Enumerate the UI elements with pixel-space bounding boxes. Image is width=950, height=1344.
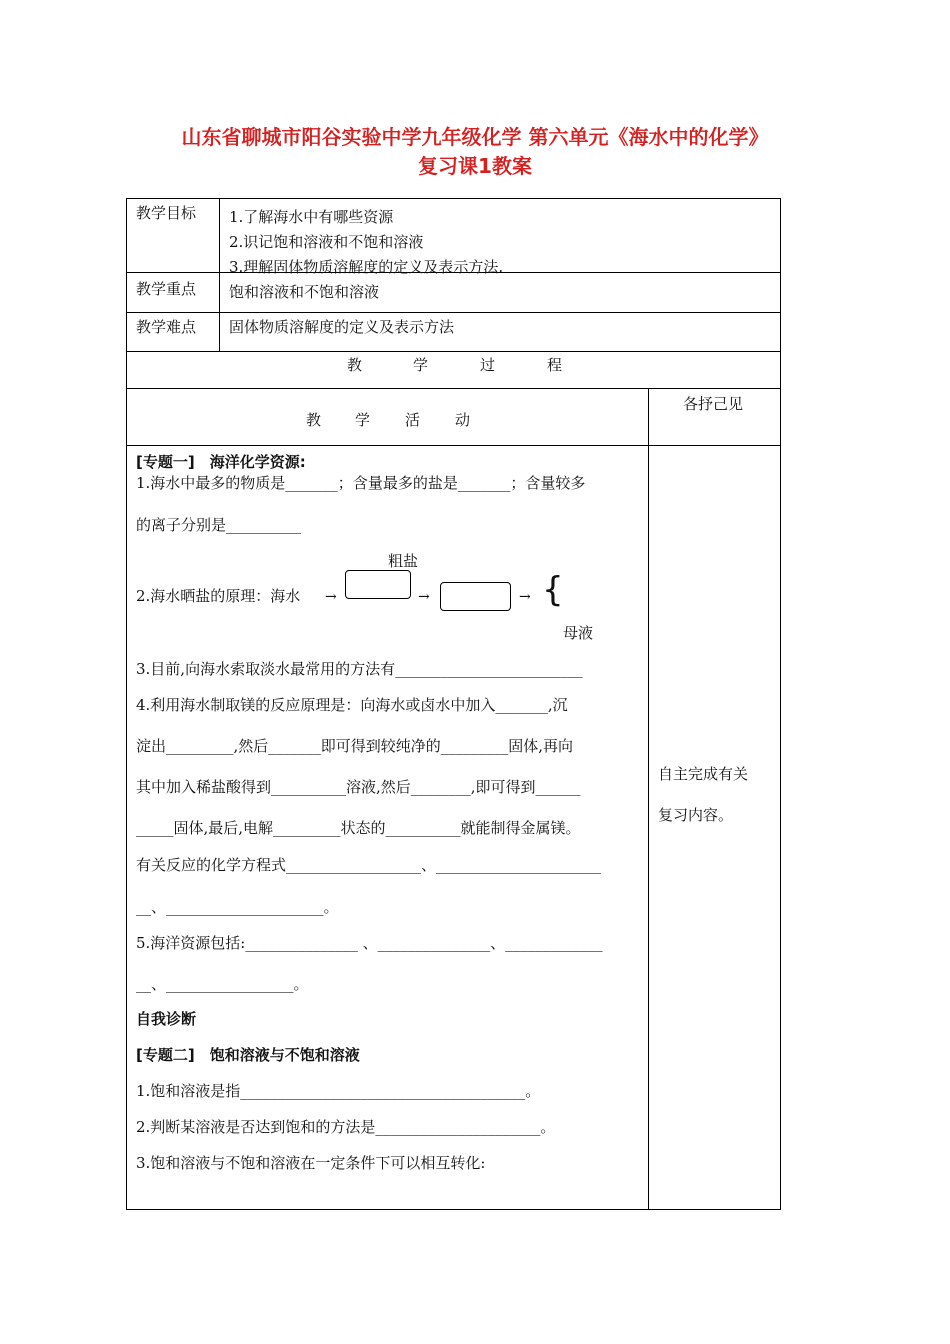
column-divider	[219, 198, 220, 351]
topic1-q4-cont: 有关反应的化学方程式__________________、______________________	[136, 856, 602, 874]
side-note-line: 复习内容。	[658, 806, 734, 824]
diagram-blank-box	[440, 582, 511, 611]
topic1-q4-cont: 其中加入稀盐酸得到__________溶液,然后________,即可得到______	[136, 778, 581, 796]
arrow-right-icon: →	[519, 589, 531, 605]
objective-item: 2.识记饱和溶液和不饱和溶液	[229, 233, 424, 251]
topic2-heading: [专题二] 饱和溶液与不饱和溶液	[136, 1046, 360, 1064]
activity-header-char: 动	[455, 411, 471, 429]
arrow-right-icon: →	[418, 589, 430, 605]
topic2-q3: 3.饱和溶液与不饱和溶液在一定条件下可以相互转化:	[136, 1154, 486, 1172]
activity-header-char: 学	[355, 411, 371, 429]
process-header-char: 学	[413, 356, 429, 374]
arrow-right-icon: →	[325, 589, 337, 605]
topic1-q2: 2.海水晒盐的原理：海水	[136, 587, 301, 605]
objectives-label: 教学目标	[136, 204, 197, 222]
key-point-text: 饱和溶液和不饱和溶液	[229, 283, 380, 301]
row-divider	[126, 312, 781, 313]
topic1-q5-cont: __、_________________。	[136, 975, 309, 993]
title-line-2: 复习课1教案	[418, 154, 532, 178]
difficulty-label: 教学难点	[136, 318, 197, 336]
process-header-char: 教	[347, 356, 363, 374]
diagram-blank-box	[345, 570, 411, 599]
objective-item: 3.理解固体物质溶解度的定义及表示方法.	[229, 258, 504, 276]
side-header: 各抒己见	[683, 395, 744, 413]
activity-header-char: 教	[306, 411, 322, 429]
process-header-char: 程	[547, 356, 563, 374]
difficulty-text: 固体物质溶解度的定义及表示方法	[229, 318, 455, 336]
topic1-q1-cont: 的离子分别是__________	[136, 516, 302, 534]
topic1-q5: 5.海洋资源包括:_______________ 、_______________、_____________	[136, 934, 603, 952]
objective-item: 1.了解海水中有哪些资源	[229, 208, 394, 226]
self-check-heading: 自我诊断	[136, 1010, 197, 1028]
topic2-q1: 1.饱和溶液是指______________________________________。	[136, 1082, 541, 1100]
diagram-label-mother-liquor: 母液	[563, 624, 594, 642]
topic1-heading: [专题一] 海洋化学资源:	[136, 453, 306, 471]
key-point-label: 教学重点	[136, 280, 197, 298]
title-line-1: 山东省聊城市阳谷实验中学九年级化学 第六单元《海水中的化学》	[181, 125, 769, 149]
topic1-q4-cont: 淀出_________,然后_______即可得到较纯净的_________固体,再向	[136, 737, 574, 755]
topic1-q4-cont: __、_____________________。	[136, 898, 339, 916]
side-note-line: 自主完成有关	[658, 765, 749, 783]
row-divider	[126, 388, 781, 389]
column-divider	[648, 388, 649, 1210]
diagram-label-crude-salt: 粗盐	[388, 552, 419, 570]
activity-header-char: 活	[405, 411, 421, 429]
topic1-q4: 4.利用海水制取镁的反应原理是：向海水或卤水中加入_______,沉	[136, 696, 568, 714]
topic1-q1: 1.海水中最多的物质是_______；含量最多的盐是_______；含量较多	[136, 474, 586, 492]
process-header-char: 过	[480, 356, 496, 374]
row-divider	[126, 351, 781, 352]
topic1-q3: 3.目前,向海水索取淡水最常用的方法有_________________________	[136, 660, 583, 678]
topic2-q2: 2.判断某溶液是否达到饱和的方法是______________________。	[136, 1118, 556, 1136]
brace-icon: {	[542, 570, 564, 610]
topic1-q4-cont: _____固体,最后,电解_________状态的__________就能制得金属镁。	[136, 819, 581, 837]
row-divider	[126, 445, 781, 446]
